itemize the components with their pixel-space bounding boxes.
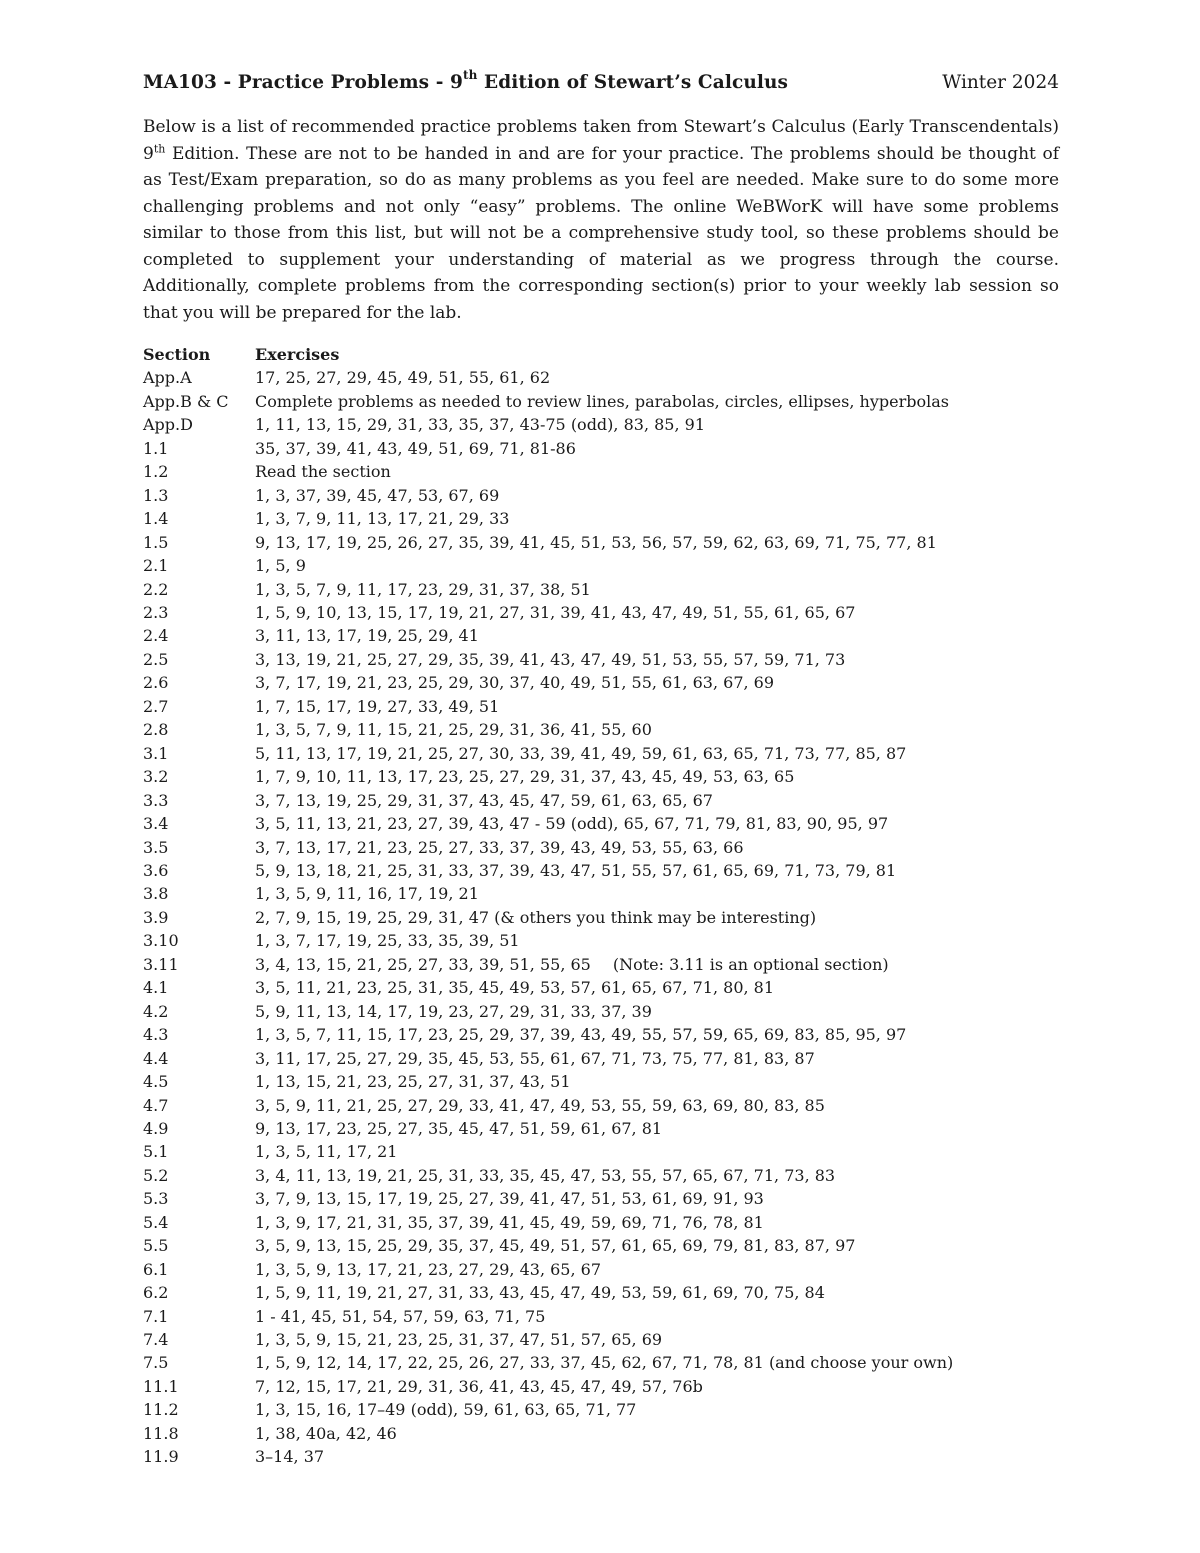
table-row — [143, 1375, 953, 1398]
section-cell: 2.2 — [143, 579, 169, 599]
table-row — [143, 1000, 953, 1023]
exercises-cell — [255, 413, 953, 436]
exercises-cell — [255, 437, 953, 460]
section-cell: 5.3 — [143, 1189, 169, 1209]
section-cell: 11.1 — [143, 1376, 179, 1396]
table-row — [143, 624, 953, 647]
section-cell: 4.3 — [143, 1025, 169, 1045]
section-cell: 2.1 — [143, 556, 169, 576]
exercises-text: 1, 3, 5, 9, 13, 17, 21, 23, 27, 29, 43, 65, 67 — [255, 1259, 602, 1279]
table-row — [143, 648, 953, 671]
exercises-text: 1, 5, 9 — [255, 556, 306, 576]
table-row — [143, 390, 953, 413]
section-cell: 5.2 — [143, 1165, 169, 1185]
intro-text: Below is a list of recommended practice problems taken from Stewart’s Calculus (Early Transcendentals) 9 — [143, 117, 1059, 164]
table-row — [143, 1211, 953, 1234]
exercises-text: 1, 7, 9, 10, 11, 13, 17, 23, 25, 27, 29, 31, 37, 43, 45, 49, 53, 63, 65 — [255, 767, 795, 787]
section-cell: 11.2 — [143, 1400, 179, 1420]
table-row — [143, 789, 953, 812]
exercises-text: 1, 3, 5, 7, 9, 11, 17, 23, 29, 31, 37, 38, 51 — [255, 579, 591, 599]
table-row — [143, 1398, 953, 1421]
section-cell: 3.3 — [143, 790, 169, 810]
exercises-cell — [255, 1351, 953, 1374]
exercises-text: 1, 3, 37, 39, 45, 47, 53, 67, 69 — [255, 485, 500, 505]
section-cell: 1.4 — [143, 509, 169, 529]
exercises-text: 35, 37, 39, 41, 43, 49, 51, 69, 71, 81-86 — [255, 438, 576, 458]
table-row — [143, 1094, 953, 1117]
exercises-cell — [255, 671, 953, 694]
intro-superscript: th — [153, 141, 166, 155]
section-cell: 2.5 — [143, 649, 169, 669]
section-cell: 3.5 — [143, 837, 169, 857]
table-row — [143, 1070, 953, 1093]
exercises-text: 3, 7, 9, 13, 15, 17, 19, 25, 27, 39, 41, 47, 51, 53, 61, 69, 91, 93 — [255, 1189, 764, 1209]
section-cell: 4.1 — [143, 978, 169, 998]
table-row — [143, 507, 953, 530]
section-cell: 1.3 — [143, 485, 169, 505]
exercises-cell — [255, 836, 953, 859]
section-cell: 3.1 — [143, 743, 169, 763]
exercises-cell — [255, 1398, 953, 1421]
section-cell: 4.2 — [143, 1001, 169, 1021]
exercises-cell — [255, 366, 953, 389]
exercises-cell — [255, 578, 953, 601]
exercises-text: 1, 3, 5, 11, 17, 21 — [255, 1142, 398, 1162]
table-row — [143, 1117, 953, 1140]
section-cell: 7.1 — [143, 1306, 169, 1326]
exercises-text: 1, 11, 13, 15, 29, 31, 33, 35, 37, 43-75 (odd), 83, 85, 91 — [255, 415, 706, 435]
exercises-cell — [255, 1164, 953, 1187]
title-text-end: Edition of Stewart’s Calculus — [477, 72, 789, 93]
exercises-cell — [255, 531, 953, 554]
table-row — [143, 1047, 953, 1070]
exercises-cell — [255, 1047, 953, 1070]
exercises-text: 3, 7, 17, 19, 21, 23, 25, 29, 30, 37, 40, 49, 51, 55, 61, 63, 67, 69 — [255, 673, 775, 693]
table-row — [143, 460, 953, 483]
exercises-cell — [255, 1000, 953, 1023]
section-cell: 1.1 — [143, 438, 169, 458]
section-cell: 2.7 — [143, 696, 169, 716]
section-cell: 6.2 — [143, 1283, 169, 1303]
exercises-cell — [255, 976, 953, 999]
term-label: Winter 2024 — [942, 72, 1059, 93]
section-cell: 3.2 — [143, 767, 169, 787]
exercises-cell — [255, 1023, 953, 1046]
page-header — [143, 67, 1059, 102]
exercises-text: 3, 5, 11, 13, 21, 23, 27, 39, 43, 47 - 59 (odd), 65, 67, 71, 79, 81, 83, 90, 95, 97 — [255, 814, 889, 834]
exercises-cell — [255, 695, 953, 718]
exercises-text: 3, 5, 9, 11, 21, 25, 27, 29, 33, 41, 47, 49, 53, 55, 59, 63, 69, 80, 83, 85 — [255, 1095, 825, 1115]
table-row — [143, 1422, 953, 1445]
exercises-cell — [255, 1187, 953, 1210]
section-cell: App.D — [143, 415, 193, 435]
intro-text-end: Edition. These are not to be handed in and are for your practice. The problems should be thought of as Test/Exam preparation, so do as many problems as you feel are needed. Make sure to do some more challenging problems and not only “easy” problems. The online WeBWorK will have some problems similar to those from this list, but will not be a comprehensive study tool, so these problems should be completed to supplement your understanding of material as we progress through the course. Additionally, complete problems from the corresponding section(s) prior to your weekly lab session so that you will be prepared for the lab. — [143, 143, 1059, 323]
table-row — [143, 1023, 953, 1046]
exercises-cell — [255, 859, 953, 882]
intro-paragraph — [143, 114, 1059, 326]
section-cell: 3.4 — [143, 814, 169, 834]
section-cell: 3.11 — [143, 954, 179, 974]
exercises-text: 1, 5, 9, 12, 14, 17, 22, 25, 26, 27, 33, 37, 45, 62, 67, 71, 78, 81 (and choose your own) — [255, 1353, 954, 1373]
exercises-cell — [255, 953, 953, 976]
exercises-cell — [255, 1117, 953, 1140]
exercises-text: 1, 5, 9, 11, 19, 21, 27, 31, 33, 43, 45, 47, 49, 53, 59, 61, 69, 70, 75, 84 — [255, 1283, 825, 1303]
table-row — [143, 929, 953, 952]
table-row — [143, 554, 953, 577]
exercises-cell — [255, 812, 953, 835]
table-row — [143, 1328, 953, 1351]
exercises-text: 3, 5, 11, 21, 23, 25, 31, 35, 45, 49, 53, 57, 61, 65, 67, 71, 80, 81 — [255, 978, 775, 998]
exercises-text: 3, 7, 13, 19, 25, 29, 31, 37, 43, 45, 47, 59, 61, 63, 65, 67 — [255, 790, 713, 810]
section-cell: 2.6 — [143, 673, 169, 693]
exercises-text: 1, 3, 7, 17, 19, 25, 33, 35, 39, 51 — [255, 931, 520, 951]
section-cell: App.B & C — [143, 391, 229, 411]
exercises-cell — [255, 460, 953, 483]
section-cell: 5.5 — [143, 1236, 169, 1256]
section-cell: 3.10 — [143, 931, 179, 951]
title-text: MA103 - Practice Problems - 9 — [143, 72, 464, 93]
exercises-text: 3, 11, 13, 17, 19, 25, 29, 41 — [255, 626, 479, 646]
table-row — [143, 1140, 953, 1163]
table-row — [143, 765, 953, 788]
exercises-text: 3–14, 37 — [255, 1447, 325, 1467]
section-cell: 11.8 — [143, 1423, 179, 1443]
exercises-text: 1 - 41, 45, 51, 54, 57, 59, 63, 71, 75 — [255, 1306, 546, 1326]
exercises-cell — [255, 765, 953, 788]
exercises-cell — [255, 789, 953, 812]
table-row — [143, 484, 953, 507]
section-cell: 11.9 — [143, 1447, 179, 1467]
table-row — [143, 671, 953, 694]
exercises-text: 1, 5, 9, 10, 13, 15, 17, 19, 21, 27, 31, 39, 41, 43, 47, 49, 51, 55, 61, 65, 67 — [255, 602, 856, 622]
exercises-text: 1, 3, 5, 9, 11, 16, 17, 19, 21 — [255, 884, 479, 904]
section-cell: 2.3 — [143, 602, 169, 622]
exercises-text: 3, 7, 13, 17, 21, 23, 25, 27, 33, 37, 39, 43, 49, 53, 55, 63, 66 — [255, 837, 744, 857]
document-title — [143, 67, 789, 93]
exercises-cell — [255, 718, 953, 741]
table-row — [143, 531, 953, 554]
exercises-cell — [255, 1422, 953, 1445]
exercises-text: 1, 3, 7, 9, 11, 13, 17, 21, 29, 33 — [255, 509, 510, 529]
exercises-column-header: Exercises — [255, 345, 340, 364]
exercises-cell — [255, 1305, 953, 1328]
table-row — [143, 1258, 953, 1281]
exercises-text: 1, 7, 15, 17, 19, 27, 33, 49, 51 — [255, 696, 500, 716]
exercises-text: 5, 9, 11, 13, 14, 17, 19, 23, 27, 29, 31, 33, 37, 39 — [255, 1001, 652, 1021]
section-cell: 4.9 — [143, 1118, 169, 1138]
section-cell: 7.4 — [143, 1330, 169, 1350]
section-cell: 1.5 — [143, 532, 169, 552]
section-note: (Note: 3.11 is an optional section) — [612, 954, 889, 974]
table-row — [143, 695, 953, 718]
exercises-cell — [255, 390, 953, 413]
exercises-text: 1, 3, 9, 17, 21, 31, 35, 37, 39, 41, 45, 49, 59, 69, 71, 76, 78, 81 — [255, 1212, 764, 1232]
exercises-text: 5, 9, 13, 18, 21, 25, 31, 33, 37, 39, 43, 47, 51, 55, 57, 61, 65, 69, 71, 73, 79, 81 — [255, 860, 897, 880]
section-cell: 4.7 — [143, 1095, 169, 1115]
section-cell: 4.4 — [143, 1048, 169, 1068]
document-page — [143, 67, 1059, 1469]
exercises-cell — [255, 601, 953, 624]
exercises-text: 5, 11, 13, 17, 19, 21, 25, 27, 30, 33, 39, 41, 49, 59, 61, 63, 65, 71, 73, 77, 85, 87 — [255, 743, 907, 763]
exercises-cell — [255, 906, 953, 929]
table-row — [143, 1234, 953, 1257]
table-row — [143, 742, 953, 765]
section-cell: 1.2 — [143, 462, 169, 482]
exercises-cell — [255, 484, 953, 507]
problems-table — [143, 343, 953, 1469]
section-cell: 3.9 — [143, 907, 169, 927]
exercises-cell — [255, 624, 953, 647]
exercises-text: 9, 13, 17, 19, 25, 26, 27, 35, 39, 41, 45, 51, 53, 56, 57, 59, 62, 63, 69, 71, 75, 77, 81 — [255, 532, 937, 552]
table-row — [143, 976, 953, 999]
table-row — [143, 1445, 953, 1468]
exercises-text: 1, 3, 15, 16, 17–49 (odd), 59, 61, 63, 65, 71, 77 — [255, 1400, 637, 1420]
exercises-text: 3, 4, 13, 15, 21, 25, 27, 33, 39, 51, 55, 65 — [255, 954, 591, 974]
section-cell: 5.1 — [143, 1142, 169, 1162]
section-column-header: Section — [143, 345, 211, 364]
table-row — [143, 1305, 953, 1328]
section-cell: 7.5 — [143, 1353, 169, 1373]
exercises-cell — [255, 882, 953, 905]
section-cell: App.A — [143, 368, 192, 388]
section-cell: 3.8 — [143, 884, 169, 904]
table-row — [143, 1187, 953, 1210]
exercises-text: 1, 3, 5, 9, 15, 21, 23, 25, 31, 37, 47, 51, 57, 65, 69 — [255, 1330, 663, 1350]
table-row — [143, 366, 953, 389]
problems-table-body — [143, 366, 953, 1468]
section-cell: 3.6 — [143, 860, 169, 880]
section-cell: 5.4 — [143, 1212, 169, 1232]
exercises-text: 3, 13, 19, 21, 25, 27, 29, 35, 39, 41, 43, 47, 49, 51, 53, 55, 57, 59, 71, 73 — [255, 649, 846, 669]
exercises-cell — [255, 1211, 953, 1234]
exercises-text: 1, 38, 40a, 42, 46 — [255, 1423, 397, 1443]
exercises-text: 1, 3, 5, 7, 9, 11, 15, 21, 25, 29, 31, 36, 41, 55, 60 — [255, 720, 652, 740]
exercises-cell — [255, 554, 953, 577]
table-row — [143, 413, 953, 436]
exercises-cell — [255, 742, 953, 765]
title-superscript: th — [463, 67, 478, 82]
exercises-text: 1, 3, 5, 7, 11, 15, 17, 23, 25, 29, 37, 39, 43, 49, 55, 57, 59, 65, 69, 83, 85, 95, 97 — [255, 1025, 907, 1045]
section-cell: 4.5 — [143, 1072, 169, 1092]
table-row — [143, 953, 953, 976]
exercises-cell — [255, 1375, 953, 1398]
table-row — [143, 1351, 953, 1374]
exercises-cell — [255, 929, 953, 952]
exercises-text: Read the section — [255, 462, 391, 482]
exercises-cell — [255, 1328, 953, 1351]
exercises-cell — [255, 1281, 953, 1304]
table-row — [143, 1164, 953, 1187]
exercises-cell — [255, 1070, 953, 1093]
table-row — [143, 906, 953, 929]
exercises-cell — [255, 1094, 953, 1117]
exercises-text: 2, 7, 9, 15, 19, 25, 29, 31, 47 (& others you think may be interesting) — [255, 907, 817, 927]
exercises-text: 3, 5, 9, 13, 15, 25, 29, 35, 37, 45, 49, 51, 57, 61, 65, 69, 79, 81, 83, 87, 97 — [255, 1236, 856, 1256]
table-row — [143, 1281, 953, 1304]
exercises-cell — [255, 1140, 953, 1163]
exercises-cell — [255, 507, 953, 530]
table-row — [143, 882, 953, 905]
exercises-text: Complete problems as needed to review lines, parabolas, circles, ellipses, hyperbolas — [255, 391, 949, 411]
exercises-text: 3, 11, 17, 25, 27, 29, 35, 45, 53, 55, 61, 67, 71, 73, 75, 77, 81, 83, 87 — [255, 1048, 815, 1068]
table-row — [143, 437, 953, 460]
table-row — [143, 578, 953, 601]
table-row — [143, 812, 953, 835]
section-cell: 6.1 — [143, 1259, 169, 1279]
table-row — [143, 859, 953, 882]
exercises-cell — [255, 1258, 953, 1281]
section-cell: 2.8 — [143, 720, 169, 740]
table-row — [143, 718, 953, 741]
exercises-text: 1, 13, 15, 21, 23, 25, 27, 31, 37, 43, 51 — [255, 1072, 571, 1092]
exercises-text: 3, 4, 11, 13, 19, 21, 25, 31, 33, 35, 45, 47, 53, 55, 57, 65, 67, 71, 73, 83 — [255, 1165, 836, 1185]
exercises-cell — [255, 1234, 953, 1257]
exercises-text: 7, 12, 15, 17, 21, 29, 31, 36, 41, 43, 45, 47, 49, 57, 76b — [255, 1376, 703, 1396]
table-row — [143, 601, 953, 624]
exercises-cell — [255, 1445, 953, 1468]
table-row — [143, 836, 953, 859]
exercises-text: 9, 13, 17, 23, 25, 27, 35, 45, 47, 51, 59, 61, 67, 81 — [255, 1118, 663, 1138]
exercises-text: 17, 25, 27, 29, 45, 49, 51, 55, 61, 62 — [255, 368, 551, 388]
section-cell: 2.4 — [143, 626, 169, 646]
table-header-row — [143, 343, 953, 366]
exercises-cell — [255, 648, 953, 671]
